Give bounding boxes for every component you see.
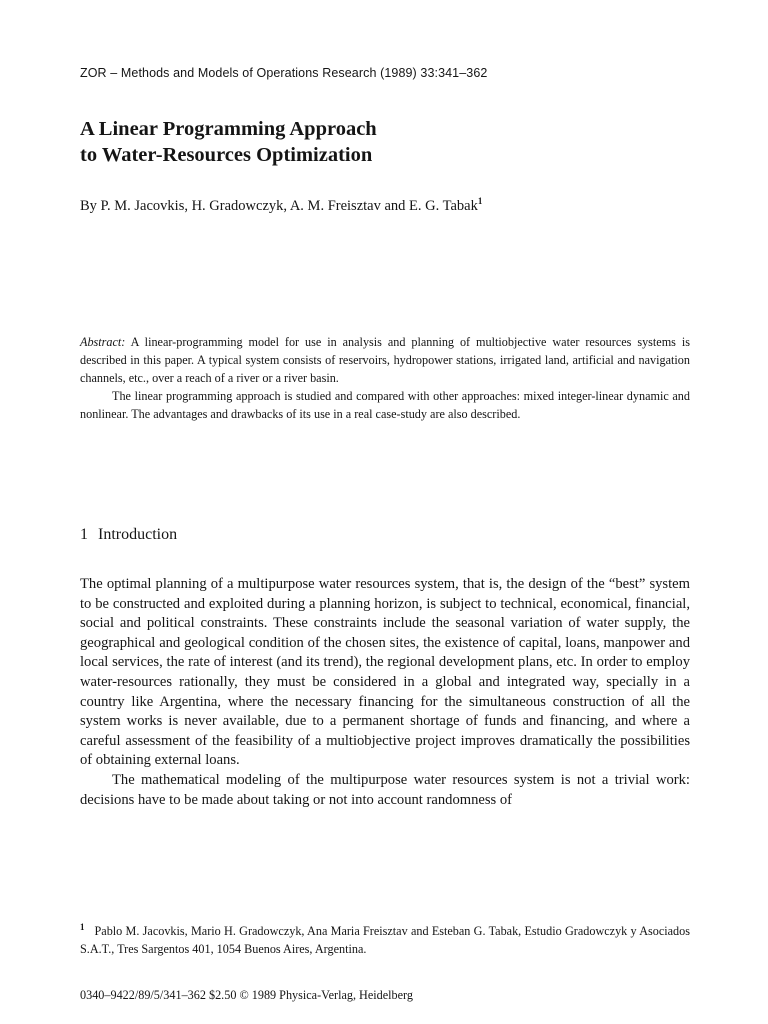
journal-header: ZOR – Methods and Models of Operations Research (1989) 33:341–362 bbox=[80, 66, 488, 80]
section-title: Introduction bbox=[98, 526, 178, 543]
abstract-paragraph-2: The linear programming approach is studied and compared with other approaches: mixed integer-linear dynamic and nonlinear. The advantages and drawbacks of its use in a real case-study are also described. bbox=[80, 389, 690, 421]
article-title-line-1: A Linear Programming Approach bbox=[80, 118, 377, 140]
publication-footer: 0340–9422/89/5/341–362 $2.50 © 1989 Physica-Verlag, Heidelberg bbox=[80, 988, 413, 1002]
body-paragraph-1: The optimal planning of a multipurpose water resources system, that is, the design of the “best” system to be constructed and exploited during a planning horizon, is subject to technical, economical, financial, social and political constraints. These constraints include the seasonal variation of water supply, the geographical and geological condition of the chosen sites, the existence of capital, loans, manpower and local services, the rate of interest (and its trend), the regional development plans, etc. In order to employ water-resources rationally, they must be considered in a global and integrated way, specially in a country like Argentina, where the necessary financing for the simultaneous construction of all the system works is never available, due to a permanent shortage of funds and financing, and where a careful assessment of the feasibility of a multiobjective project improves dramatically the possibilities of obtaining external loans. bbox=[80, 576, 690, 769]
section-number: 1 bbox=[80, 526, 88, 543]
author-names: By P. M. Jacovkis, H. Gradowczyk, A. M. Freisztav and E. G. Tabak bbox=[80, 198, 478, 214]
abstract-label: Abstract: bbox=[80, 335, 126, 349]
article-title-line-2: to Water-Resources Optimization bbox=[80, 144, 373, 166]
author-line bbox=[80, 196, 482, 215]
body-text bbox=[80, 575, 690, 810]
body-paragraph-2: The mathematical modeling of the multipurpose water resources system is not a trivial work: decisions have to be made about taking or not into account randomness of bbox=[80, 771, 690, 808]
abstract-text-1: A linear-programming model for use in analysis and planning of multiobjective water resources systems is described in this paper. A typical system consists of reservoirs, hydropower stations, irrigated land, artificial and navigation channels, etc., over a reach of a river or a river basin. bbox=[80, 335, 690, 385]
abstract bbox=[80, 333, 690, 423]
author-footnote-mark: 1 bbox=[477, 196, 483, 206]
abstract-paragraph-1 bbox=[80, 333, 690, 387]
article-title bbox=[80, 116, 377, 168]
section-heading bbox=[80, 526, 177, 544]
footnote-text: Pablo M. Jacovkis, Mario H. Gradowczyk, Ana Maria Freisztav and Esteban G. Tabak, Estudio Gradowczyk y Asociados S.A.T., Tres Sargentos 401, 1054 Buenos Aires, Argentina. bbox=[80, 924, 690, 956]
footnote-mark: 1 bbox=[80, 922, 85, 932]
footnote bbox=[80, 918, 690, 958]
